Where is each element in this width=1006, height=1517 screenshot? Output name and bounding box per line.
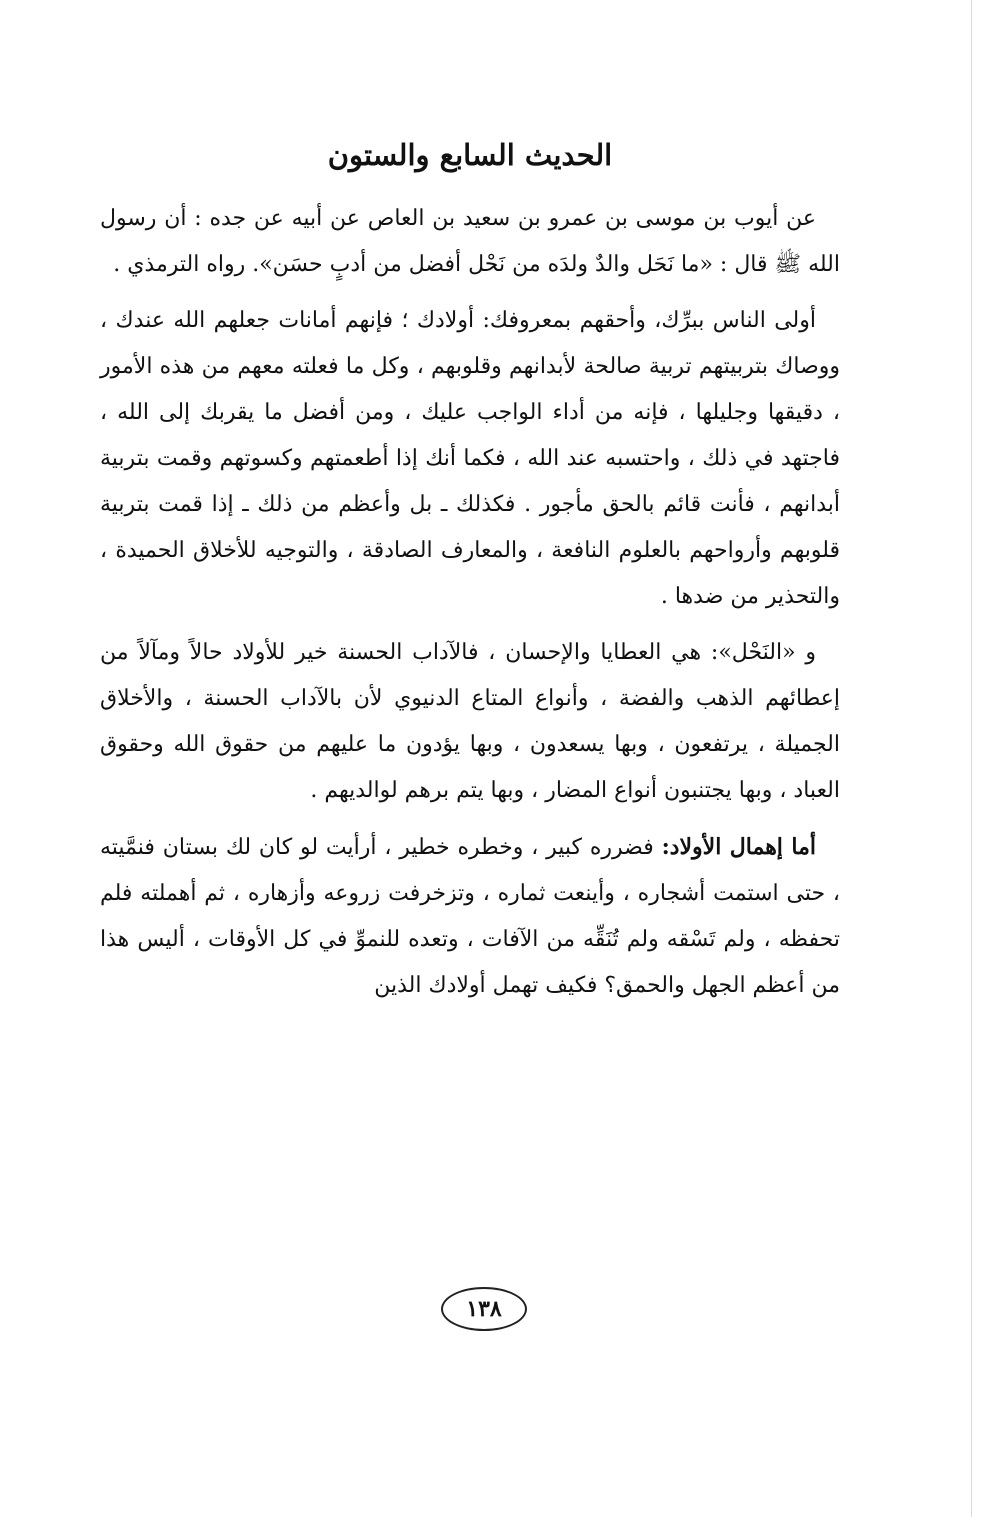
commentary-text-2: و «النَحْل»: هي العطايا والإحسان ، فالآداب الحسنة خير للأولاد حالاً ومآلاً من إعطائهم الذهب والفضة ، وأنواع المتاع الدنيوي لأن بالآداب الحسنة ، والأخلاق الجميلة ، يرتفعون ، وبها يسعدون ، وبها يؤدون ما عليهم من حقوق الله وحقوق العباد ، وبها يجتنبون أنواع المضار ، وبها يتم برهم لوالديهم . — [100, 640, 840, 803]
page-number: ١٣٨ — [441, 1287, 527, 1331]
commentary-paragraph-2 — [100, 630, 840, 814]
commentary-paragraph-1 — [100, 298, 840, 620]
page-edge-line — [971, 0, 972, 1517]
hadith-text: عن أيوب بن موسى بن عمرو بن سعيد بن العاص عن أبيه عن جده : أن رسول الله ﷺ قال : «ما نَحَل والدٌ ولدَه من نَحْل أفضل من أدبٍ حسَن». رواه الترمذي . — [100, 206, 840, 277]
hadith-title: الحديث السابع والستون — [327, 138, 613, 172]
commentary-paragraph-3 — [100, 824, 840, 1009]
commentary-text-1: أولى الناس ببرِّك، وأحقهم بمعروفك: أولادك ؛ فإنهم أمانات جعلهم الله عندك ، ووصاك بتربيتهم تربية صالحة لأبدانهم وقلوبهم ، وكل ما فعلته معهم من هذه الأمور ، دقيقها وجليلها ، فإنه من أداء الواجب عليك ، ومن أفضل ما يقربك إلى الله ، فاجتهد في ذلك ، واحتسبه عند الله ، فكما أنك إذا أطعمتهم وكسوتهم وقمت بتربية أبدانهم ، فأنت قائم بالحق مأجور . فكذلك ـ بل وأعظم من ذلك ـ إذا قمت بتربية قلوبهم وأرواحهم بالعلوم النافعة ، والمعارف الصادقة ، والتوجيه للأخلاق الحميدة ، والتحذير من ضدها . — [100, 308, 840, 609]
commentary-text-3: فضرره كبير ، وخطره خطير ، أرأيت لو كان لك بستان فنمَّيته ، حتى استمت أشجاره ، وأينعت ثماره ، وتزخرفت زروعه وأزهاره ، ثم أهملته فلم تحفظه ، ولم تَسْقه ولم تُنَقِّه من الآفات ، وتعده للنموِّ في كل الأوقات ، أليس هذا من أعظم الجهل والحمق؟ فكيف تهمل أولادك الذين — [100, 835, 840, 998]
hadith-text-paragraph — [100, 196, 840, 288]
paragraph-lead: أما إهمال الأولاد: — [661, 834, 816, 860]
page-body — [100, 130, 840, 1019]
